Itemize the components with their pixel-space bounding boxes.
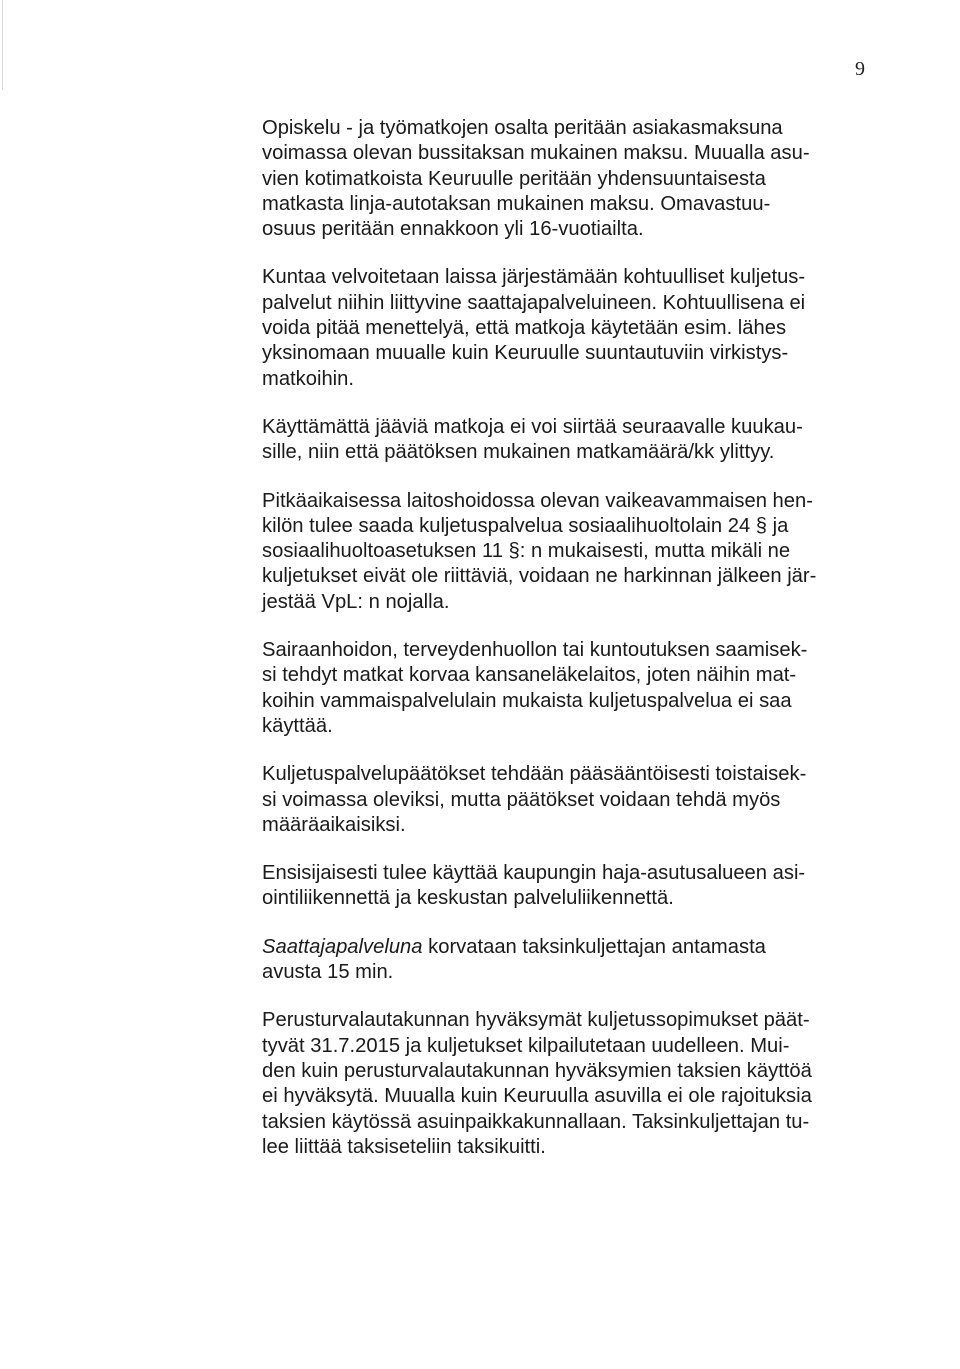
text-line: koihin vammaispalvelulain mukaista kuljetuspalvelua ei saa (262, 689, 792, 712)
paragraph-escort-service (262, 935, 882, 986)
text-line: Kuntaa velvoitetaan laissa järjestämään kohtuulliset kuljetus- (262, 266, 806, 289)
text-line: osuus peritään ennakkoon yli 16-vuotiailta. (262, 218, 644, 241)
text-line (262, 935, 882, 960)
text-line: kuljetukset eivät ole riittäviä, voidaan ne harkinnan jälkeen jär- (262, 565, 817, 588)
text-line: Opiskelu - ja työmatkojen osalta peritään asiakasmaksuna (262, 117, 783, 139)
text-line: yksinomaan muualle kuin Keuruulle suuntautuviin virkistys- (262, 342, 789, 365)
paragraph-decision-validity (262, 762, 882, 838)
paragraph-long-term-care (262, 489, 882, 615)
escort-service-term: Saattajapalveluna (262, 935, 423, 958)
text-line: matkoihin. (262, 367, 355, 390)
text-line: Perusturvalautakunnan hyväksymät kuljetussopimukset päät- (262, 1009, 810, 1032)
text-line: tyvät 31.7.2015 ja kuljetukset kilpailutetaan uudelleen. Mui- (262, 1034, 790, 1057)
text-line: den kuin perusturvalautakunnan hyväksymien taksien käyttöä (262, 1059, 812, 1082)
text-line: si voimassa oleviksi, mutta päätökset voidaan tehdä myös (262, 788, 781, 811)
text-line: matkasta linja-autotaksan mukainen maksu. Omavastuu- (262, 192, 771, 215)
text-line: ointiliikennettä ja keskustan palveluliikennettä. (262, 887, 674, 910)
text-line: jestää VpL: n nojalla. (262, 590, 450, 613)
paragraph-unused-trips (262, 415, 882, 466)
text-line: ei hyväksytä. Muualla kuin Keuruulla asuvilla ei ole rajoituksia (262, 1085, 812, 1108)
paragraph-contracts (262, 1008, 882, 1160)
text-line: sosiaalihuoltoasetuksen 11 §: n mukaisesti, mutta mikäli ne (262, 540, 791, 563)
text-fragment: korvataan taksinkuljettajan antamasta (422, 935, 766, 958)
text-line: avusta 15 min. (262, 961, 394, 984)
text-line: Pitkäaikaisessa laitoshoidossa olevan vaikeavammaisen hen- (262, 489, 813, 512)
text-line: sille, niin että päätöksen mukainen matkamäärä/kk ylittyy. (262, 441, 775, 464)
document-body (262, 116, 882, 1183)
text-line: vien kotimatkoista Keuruulle peritään yhdensuuntaisesta (262, 167, 766, 190)
text-line: voida pitää menettelyä, että matkoja käytetään esim. lähes (262, 317, 787, 340)
text-line: Ensisijaisesti tulee käyttää kaupungin haja-asutusalueen asi- (262, 862, 806, 885)
text-line: taksien käytössä asuinpaikkakunnallaan. Taksinkuljettajan tu- (262, 1110, 810, 1133)
text-line: Sairaanhoidon, terveydenhuollon tai kuntoutuksen saamisek- (262, 639, 808, 662)
paragraph-primary-transport (262, 861, 882, 912)
scan-edge-line (2, 0, 3, 90)
paragraph-travel-fees (262, 116, 882, 242)
text-line: voimassa olevan bussitaksan mukainen maksu. Muualla asu- (262, 142, 810, 165)
text-line: määräaikaisiksi. (262, 813, 406, 836)
text-line: palvelut niihin liittyvine saattajapalveluineen. Kohtuullisena ei (262, 291, 806, 314)
paragraph-municipal-obligation (262, 265, 882, 391)
text-line: käyttää. (262, 714, 333, 737)
text-line: kilön tulee saada kuljetuspalvelua sosiaalihuoltolain 24 § ja (262, 514, 789, 537)
page-number: 9 (855, 58, 865, 80)
paragraph-medical-travel (262, 638, 882, 739)
text-line: Kuljetuspalvelupäätökset tehdään pääsääntöisesti toistaisek- (262, 763, 807, 786)
text-line: lee liittää taksiseteliin taksikuitti. (262, 1135, 546, 1158)
text-line: Käyttämättä jääviä matkoja ei voi siirtää seuraavalle kuukau- (262, 415, 803, 438)
text-line: si tehdyt matkat korvaa kansaneläkelaitos, joten näihin mat- (262, 664, 797, 687)
